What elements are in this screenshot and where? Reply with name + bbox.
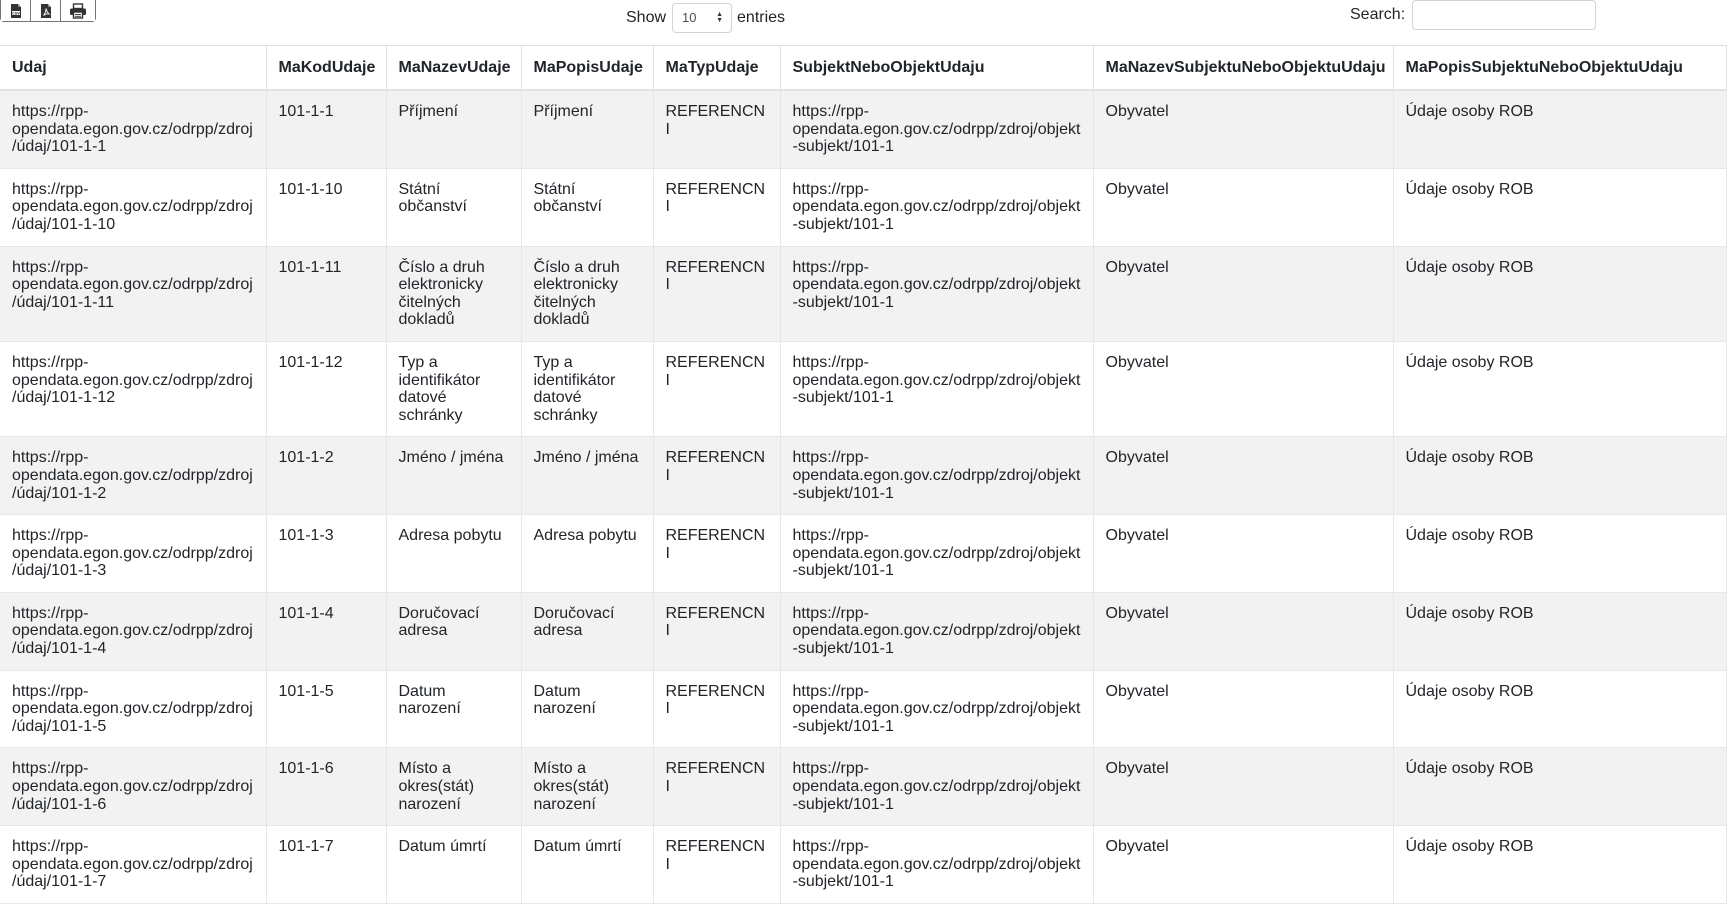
data-table [0, 45, 1727, 904]
cell-manazevudaje: Doručovací adresa [386, 592, 521, 670]
cell-mapopisudaje: Doručovací adresa [521, 592, 653, 670]
column-header-makodudaje[interactable]: MaKodUdaje [266, 46, 386, 91]
table-row[interactable] [0, 437, 1726, 515]
table-row[interactable] [0, 168, 1726, 246]
cell-mapopissubjektuneboobjektuudaju: Údaje osoby ROB [1393, 246, 1726, 341]
print-icon [69, 3, 87, 19]
cell-matypudaje: REFERENCNI [653, 341, 780, 436]
cell-manazevsubjektuneboobjektuudaju: Obyvatel [1093, 90, 1393, 168]
cell-subjektneboobjektudaju: https://rpp-opendata.egon.gov.cz/odrpp/zdroj/objekt-subjekt/101-1 [780, 90, 1093, 168]
search-label: Search: [1350, 6, 1406, 23]
search-control [1350, 0, 1596, 30]
cell-manazevsubjektuneboobjektuudaju: Obyvatel [1093, 748, 1393, 826]
search-input[interactable] [1412, 0, 1596, 30]
cell-mapopissubjektuneboobjektuudaju: Údaje osoby ROB [1393, 341, 1726, 436]
cell-mapopisudaje: Státní občanství [521, 168, 653, 246]
cell-udaj: https://rpp-opendata.egon.gov.cz/odrpp/zdroj/údaj/101-1-5 [0, 670, 266, 748]
cell-makodudaje: 101-1-5 [266, 670, 386, 748]
cell-mapopisudaje: Datum úmrtí [521, 826, 653, 904]
table-toolbar [0, 0, 1568, 45]
cell-subjektneboobjektudaju: https://rpp-opendata.egon.gov.cz/odrpp/zdroj/objekt-subjekt/101-1 [780, 592, 1093, 670]
column-header-mapopisudaje[interactable]: MaPopisUdaje [521, 46, 653, 91]
cell-subjektneboobjektudaju: https://rpp-opendata.egon.gov.cz/odrpp/zdroj/objekt-subjekt/101-1 [780, 168, 1093, 246]
page-length-value: 10 [682, 10, 697, 25]
cell-manazevudaje: Adresa pobytu [386, 515, 521, 593]
table-row[interactable] [0, 515, 1726, 593]
cell-udaj: https://rpp-opendata.egon.gov.cz/odrpp/zdroj/údaj/101-1-1 [0, 90, 266, 168]
cell-subjektneboobjektudaju: https://rpp-opendata.egon.gov.cz/odrpp/zdroj/objekt-subjekt/101-1 [780, 246, 1093, 341]
cell-manazevudaje: Jméno / jména [386, 437, 521, 515]
export-csv-button[interactable] [1, 0, 31, 21]
cell-matypudaje: REFERENCNI [653, 168, 780, 246]
cell-matypudaje: REFERENCNI [653, 246, 780, 341]
table-row[interactable] [0, 748, 1726, 826]
column-header-manazevudaje[interactable]: MaNazevUdaje [386, 46, 521, 91]
table-row[interactable] [0, 341, 1726, 436]
table-row[interactable] [0, 592, 1726, 670]
page-length-control [626, 3, 785, 33]
export-button-group [0, 0, 96, 22]
column-header-subjektneboobjektudaju[interactable]: SubjektNeboObjektUdaju [780, 46, 1093, 91]
select-arrows-icon: ▲ ▼ [716, 11, 724, 24]
cell-subjektneboobjektudaju: https://rpp-opendata.egon.gov.cz/odrpp/zdroj/objekt-subjekt/101-1 [780, 437, 1093, 515]
cell-mapopissubjektuneboobjektuudaju: Údaje osoby ROB [1393, 515, 1726, 593]
cell-subjektneboobjektudaju: https://rpp-opendata.egon.gov.cz/odrpp/zdroj/objekt-subjekt/101-1 [780, 341, 1093, 436]
cell-mapopisudaje: Adresa pobytu [521, 515, 653, 593]
cell-mapopissubjektuneboobjektuudaju: Údaje osoby ROB [1393, 90, 1726, 168]
cell-mapopissubjektuneboobjektuudaju: Údaje osoby ROB [1393, 670, 1726, 748]
cell-udaj: https://rpp-opendata.egon.gov.cz/odrpp/zdroj/údaj/101-1-4 [0, 592, 266, 670]
cell-udaj: https://rpp-opendata.egon.gov.cz/odrpp/zdroj/údaj/101-1-10 [0, 168, 266, 246]
cell-subjektneboobjektudaju: https://rpp-opendata.egon.gov.cz/odrpp/zdroj/objekt-subjekt/101-1 [780, 748, 1093, 826]
cell-mapopisudaje: Jméno / jména [521, 437, 653, 515]
cell-manazevsubjektuneboobjektuudaju: Obyvatel [1093, 826, 1393, 904]
cell-manazevudaje: Datum narození [386, 670, 521, 748]
header-row [0, 46, 1726, 91]
column-header-udaj[interactable]: Udaj [0, 46, 266, 91]
cell-makodudaje: 101-1-4 [266, 592, 386, 670]
cell-manazevudaje: Místo a okres(stát) narození [386, 748, 521, 826]
cell-matypudaje: REFERENCNI [653, 515, 780, 593]
cell-udaj: https://rpp-opendata.egon.gov.cz/odrpp/zdroj/údaj/101-1-7 [0, 826, 266, 904]
cell-makodudaje: 101-1-1 [266, 90, 386, 168]
cell-manazevsubjektuneboobjektuudaju: Obyvatel [1093, 437, 1393, 515]
cell-manazevsubjektuneboobjektuudaju: Obyvatel [1093, 670, 1393, 748]
cell-manazevsubjektuneboobjektuudaju: Obyvatel [1093, 592, 1393, 670]
cell-manazevsubjektuneboobjektuudaju: Obyvatel [1093, 246, 1393, 341]
cell-mapopisudaje: Datum narození [521, 670, 653, 748]
cell-manazevsubjektuneboobjektuudaju: Obyvatel [1093, 168, 1393, 246]
export-pdf-button[interactable] [31, 0, 61, 21]
print-button[interactable] [61, 0, 95, 21]
cell-subjektneboobjektudaju: https://rpp-opendata.egon.gov.cz/odrpp/zdroj/objekt-subjekt/101-1 [780, 670, 1093, 748]
cell-makodudaje: 101-1-7 [266, 826, 386, 904]
cell-mapopisudaje: Místo a okres(stát) narození [521, 748, 653, 826]
cell-makodudaje: 101-1-11 [266, 246, 386, 341]
cell-subjektneboobjektudaju: https://rpp-opendata.egon.gov.cz/odrpp/zdroj/objekt-subjekt/101-1 [780, 515, 1093, 593]
table-row[interactable] [0, 826, 1726, 904]
cell-matypudaje: REFERENCNI [653, 437, 780, 515]
cell-matypudaje: REFERENCNI [653, 592, 780, 670]
cell-mapopissubjektuneboobjektuudaju: Údaje osoby ROB [1393, 748, 1726, 826]
table-header [0, 46, 1726, 91]
cell-manazevudaje: Státní občanství [386, 168, 521, 246]
cell-makodudaje: 101-1-12 [266, 341, 386, 436]
cell-mapopisudaje: Typ a identifikátor datové schránky [521, 341, 653, 436]
cell-mapopissubjektuneboobjektuudaju: Údaje osoby ROB [1393, 168, 1726, 246]
show-label: Show [626, 9, 667, 26]
cell-manazevudaje: Číslo a druh elektronicky čitelných dokladů [386, 246, 521, 341]
cell-matypudaje: REFERENCNI [653, 670, 780, 748]
cell-matypudaje: REFERENCNI [653, 90, 780, 168]
column-header-mapopissubjektuneboobjektuudaju[interactable]: MaPopisSubjektuNeboObjektuUdaju [1393, 46, 1726, 91]
svg-text:CSV: CSV [11, 10, 20, 15]
table-body [0, 90, 1726, 904]
cell-makodudaje: 101-1-2 [266, 437, 386, 515]
cell-makodudaje: 101-1-10 [266, 168, 386, 246]
cell-mapopisudaje: Příjmení [521, 90, 653, 168]
cell-subjektneboobjektudaju: https://rpp-opendata.egon.gov.cz/odrpp/zdroj/objekt-subjekt/101-1 [780, 826, 1093, 904]
cell-udaj: https://rpp-opendata.egon.gov.cz/odrpp/zdroj/údaj/101-1-11 [0, 246, 266, 341]
cell-makodudaje: 101-1-3 [266, 515, 386, 593]
cell-udaj: https://rpp-opendata.egon.gov.cz/odrpp/zdroj/údaj/101-1-3 [0, 515, 266, 593]
table-row[interactable] [0, 670, 1726, 748]
column-header-matypudaje[interactable]: MaTypUdaje [653, 46, 780, 91]
column-header-manazevsubjektuneboobjektuudaju[interactable]: MaNazevSubjektuNeboObjektuUdaju [1093, 46, 1393, 91]
csv-file-icon [8, 3, 24, 19]
cell-mapopissubjektuneboobjektuudaju: Údaje osoby ROB [1393, 437, 1726, 515]
page-length-select[interactable] [672, 3, 732, 33]
cell-manazevsubjektuneboobjektuudaju: Obyvatel [1093, 515, 1393, 593]
cell-manazevsubjektuneboobjektuudaju: Obyvatel [1093, 341, 1393, 436]
cell-mapopisudaje: Číslo a druh elektronicky čitelných dokladů [521, 246, 653, 341]
cell-makodudaje: 101-1-6 [266, 748, 386, 826]
cell-manazevudaje: Příjmení [386, 90, 521, 168]
cell-udaj: https://rpp-opendata.egon.gov.cz/odrpp/zdroj/údaj/101-1-2 [0, 437, 266, 515]
cell-manazevudaje: Datum úmrtí [386, 826, 521, 904]
cell-udaj: https://rpp-opendata.egon.gov.cz/odrpp/zdroj/údaj/101-1-12 [0, 341, 266, 436]
table-row[interactable] [0, 246, 1726, 341]
cell-mapopissubjektuneboobjektuudaju: Údaje osoby ROB [1393, 826, 1726, 904]
table-row[interactable] [0, 90, 1726, 168]
cell-manazevudaje: Typ a identifikátor datové schránky [386, 341, 521, 436]
cell-matypudaje: REFERENCNI [653, 748, 780, 826]
entries-label: entries [737, 9, 786, 26]
pdf-file-icon [38, 3, 54, 19]
cell-udaj: https://rpp-opendata.egon.gov.cz/odrpp/zdroj/údaj/101-1-6 [0, 748, 266, 826]
cell-mapopissubjektuneboobjektuudaju: Údaje osoby ROB [1393, 592, 1726, 670]
cell-matypudaje: REFERENCNI [653, 826, 780, 904]
